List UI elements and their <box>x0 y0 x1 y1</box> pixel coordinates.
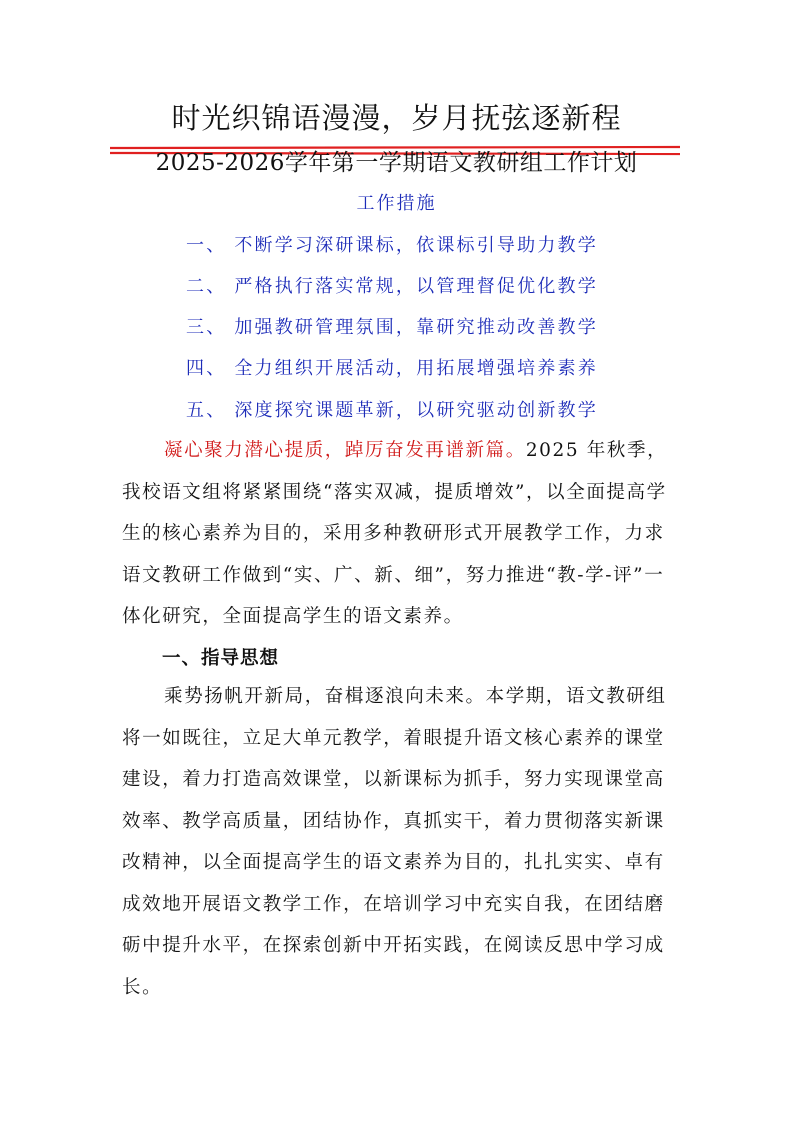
measures-heading: 工作措施 <box>356 193 437 214</box>
guiding-ideology-paragraph: 乘势扬帆开新局，奋楫逐浪向未来。本学期，语文教研组将一如既往，立足大单元教学，着眼提升语文核心素养的课堂建设，着力打造高效课堂，以新课标为抓手，努力实现课堂高效率、教学高质量，团结协作，真抓实干，着力贯彻落实新课改精神，以全面提高学生的语文素养为目的，扎扎实实、卓有成效地开展语文教学工作，在培训学习中充实自我，在团结磨砺中提升水平，在探索创新中开拓实践，在阅读反思中学习成长。 <box>122 686 667 998</box>
measure-item: 五、 深度探究课题革新，以研究驱动创新教学 <box>186 400 598 421</box>
document-subtitle: 2025-2026学年第一学期语文教研组工作计划 <box>155 150 638 176</box>
section-heading-guiding-ideology: 一、指导思想 <box>162 648 280 669</box>
measure-item: 一、 不断学习深研课标，依课标引导助力教学 <box>186 235 598 256</box>
intro-paragraph <box>122 430 682 638</box>
measure-item: 二、 严格执行落实常规，以管理督促优化教学 <box>186 276 598 297</box>
measure-item: 三、 加强教研管理氛围，靠研究推动改善教学 <box>186 317 598 338</box>
measure-item: 四、 全力组织开展活动，用拓展增强培养素养 <box>186 358 598 379</box>
document-title: 时光织锦语漫漫，岁月抚弦逐新程 <box>171 101 622 135</box>
intro-text: 2025 年秋季，我校语文组将紧紧围绕“落实双减，提质增效”，以全面提高学生的核心素养为目的，采用多种教研形式开展教学工作，力求语文教研工作做到“实、广、新、细”，努力推进“教-学-评”一体化研究，全面提高学生的语文素养。 <box>122 440 668 627</box>
intro-lead: 凝心聚力潜心提质，踔厉奋发再谱新篇。 <box>164 440 526 461</box>
